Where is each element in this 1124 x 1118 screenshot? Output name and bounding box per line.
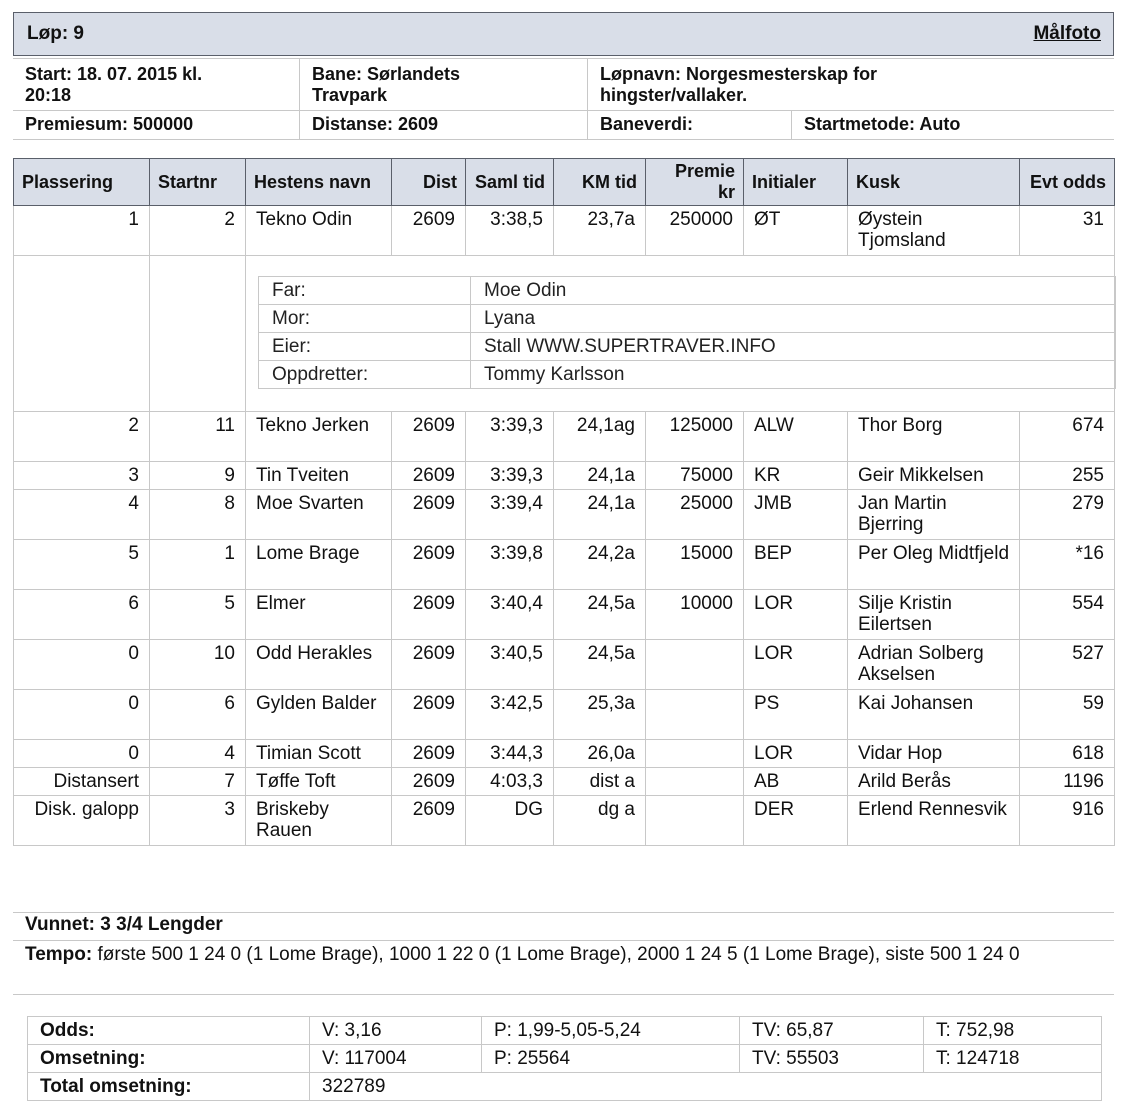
cell-km-time: 24,2a [554, 540, 646, 590]
cell-initials: ØT [744, 206, 848, 256]
odds-table [27, 1016, 1102, 1101]
cell-total-time: 3:40,4 [466, 590, 554, 640]
col-header-initialer: Initialer [744, 159, 848, 206]
cell-dist: 2609 [392, 768, 466, 796]
race-number: Løp: 9 [27, 23, 84, 44]
cell-initials: BEP [744, 540, 848, 590]
pedigree-label: Eier: [259, 333, 471, 361]
cell-start-number: 5 [150, 590, 246, 640]
cell-dist: 2609 [392, 796, 466, 846]
cell-place: 4 [14, 490, 150, 540]
cell-km-time: dist a [554, 768, 646, 796]
cell-start-number: 2 [150, 206, 246, 256]
col-header-startnr: Startnr [150, 159, 246, 206]
cell-start-number: 11 [150, 412, 246, 462]
cell-horse-name: Briskeby Rauen [246, 796, 392, 846]
cell-odds: 279 [1020, 490, 1115, 540]
table-row [14, 796, 1115, 846]
prize-sum: Premiesum: 500000 [25, 114, 194, 134]
cell-dist: 2609 [392, 540, 466, 590]
cell-driver: Silje Kristin Eilertsen [848, 590, 1020, 640]
start-time: Start: 18. 07. 2015 kl. 20:18 [25, 64, 203, 105]
cell-start-number: 10 [150, 640, 246, 690]
cell-km-time: 24,1ag [554, 412, 646, 462]
turnover-tv: TV: 55503 [740, 1045, 924, 1073]
cell-total-time: 3:39,3 [466, 462, 554, 490]
odds-label: Odds: [28, 1017, 310, 1045]
table-row [14, 490, 1115, 540]
tempo-values: første 500 1 24 0 (1 Lome Brage), 1000 1 22 0 (1 Lome Brage), 2000 1 24 5 (1 Lome Brage), siste 500 1 24 0 [92, 944, 1020, 965]
cell-dist: 2609 [392, 206, 466, 256]
cell-place: 0 [14, 690, 150, 740]
col-header-hestens-navn: Hestens navn [246, 159, 392, 206]
cell-horse-name: Lome Brage [246, 540, 392, 590]
cell-km-time: 24,5a [554, 590, 646, 640]
cell-prize [646, 796, 744, 846]
cell-place: 2 [14, 412, 150, 462]
total-turnover-row [28, 1073, 1102, 1101]
cell-km-time: dg a [554, 796, 646, 846]
odds-t: T: 752,98 [924, 1017, 1102, 1045]
cell-prize: 125000 [646, 412, 744, 462]
col-header-kusk: Kusk [848, 159, 1020, 206]
results-header-row [14, 159, 1115, 206]
cell-km-time: 24,1a [554, 462, 646, 490]
col-header-dist: Dist [392, 159, 466, 206]
cell-km-time: 23,7a [554, 206, 646, 256]
cell-place: 5 [14, 540, 150, 590]
tempo-text [13, 944, 1114, 966]
cell-total-time: 3:40,5 [466, 640, 554, 690]
cell-place: Distansert [14, 768, 150, 796]
pedigree-label: Mor: [259, 305, 471, 333]
pedigree-item [259, 333, 1116, 361]
cell-place: 6 [14, 590, 150, 640]
cell-km-time: 26,0a [554, 740, 646, 768]
cell-total-time: 3:38,5 [466, 206, 554, 256]
pedigree-item [259, 277, 1116, 305]
cell-prize [646, 740, 744, 768]
results-table [13, 158, 1115, 846]
turnover-t: T: 124718 [924, 1045, 1102, 1073]
cell-odds: 618 [1020, 740, 1115, 768]
pedigree-value: Tommy Karlsson [471, 361, 1116, 389]
cell-prize: 250000 [646, 206, 744, 256]
cell-start-number: 8 [150, 490, 246, 540]
race-name: Løpnavn: Norgesmesterskap for hingster/vallaker. [600, 64, 878, 105]
cell-place: 0 [14, 740, 150, 768]
turnover-row [28, 1045, 1102, 1073]
pedigree-value: Stall WWW.SUPERTRAVER.INFO [471, 333, 1116, 361]
cell-horse-name: Timian Scott [246, 740, 392, 768]
cell-driver: Erlend Rennesvik [848, 796, 1020, 846]
cell-odds: 1196 [1020, 768, 1115, 796]
pedigree-row [14, 256, 1115, 412]
cell-prize: 75000 [646, 462, 744, 490]
track-value: Baneverdi: [600, 114, 694, 134]
col-header-saml-tid: Saml tid [466, 159, 554, 206]
cell-total-time: 3:39,3 [466, 412, 554, 462]
cell-odds: 31 [1020, 206, 1115, 256]
cell-initials: LOR [744, 640, 848, 690]
cell-horse-name: Tøffe Toft [246, 768, 392, 796]
odds-v: V: 3,16 [310, 1017, 482, 1045]
cell-dist: 2609 [392, 462, 466, 490]
odds-tv: TV: 65,87 [740, 1017, 924, 1045]
table-row [14, 640, 1115, 690]
photo-finish-link[interactable]: Målfoto [1033, 23, 1101, 44]
cell-dist: 2609 [392, 690, 466, 740]
cell-start-number: 3 [150, 796, 246, 846]
cell-odds: 255 [1020, 462, 1115, 490]
tempo-label: Tempo: [25, 944, 93, 965]
table-row [14, 590, 1115, 640]
turnover-v: V: 117004 [310, 1045, 482, 1073]
odds-row [28, 1017, 1102, 1045]
track-name: Bane: Sørlandets Travpark [312, 64, 461, 105]
cell-driver: Arild Berås [848, 768, 1020, 796]
cell-start-number: 7 [150, 768, 246, 796]
cell-km-time: 25,3a [554, 690, 646, 740]
cell-total-time: 3:44,3 [466, 740, 554, 768]
turnover-label: Omsetning: [28, 1045, 310, 1073]
cell-km-time: 24,5a [554, 640, 646, 690]
cell-prize [646, 768, 744, 796]
cell-driver: Jan Martin Bjerring [848, 490, 1020, 540]
cell-start-number: 4 [150, 740, 246, 768]
turnover-p: P: 25564 [482, 1045, 740, 1073]
cell-prize [646, 640, 744, 690]
table-row [14, 412, 1115, 462]
cell-start-number: 6 [150, 690, 246, 740]
cell-horse-name: Elmer [246, 590, 392, 640]
cell-initials: PS [744, 690, 848, 740]
cell-total-time: 3:39,8 [466, 540, 554, 590]
cell-odds: 554 [1020, 590, 1115, 640]
cell-driver: Adrian Solberg Akselsen [848, 640, 1020, 690]
race-info-grid [13, 58, 1114, 140]
col-header-plassering: Plassering [14, 159, 150, 206]
col-header-km-tid: KM tid [554, 159, 646, 206]
cell-initials: KR [744, 462, 848, 490]
cell-horse-name: Moe Svarten [246, 490, 392, 540]
cell-driver: Geir Mikkelsen [848, 462, 1020, 490]
cell-driver: Øystein Tjomsland [848, 206, 1020, 256]
cell-dist: 2609 [392, 640, 466, 690]
cell-initials: DER [744, 796, 848, 846]
cell-initials: ALW [744, 412, 848, 462]
cell-place: 1 [14, 206, 150, 256]
race-header-bar [13, 12, 1114, 56]
won-by: Vunnet: 3 3/4 Lengder [25, 914, 223, 935]
cell-km-time: 24,1a [554, 490, 646, 540]
total-turnover-value: 322789 [310, 1073, 1102, 1101]
pedigree-item [259, 361, 1116, 389]
cell-initials: LOR [744, 740, 848, 768]
cell-place: 0 [14, 640, 150, 690]
cell-total-time: 4:03,3 [466, 768, 554, 796]
cell-driver: Vidar Hop [848, 740, 1020, 768]
cell-place: 3 [14, 462, 150, 490]
cell-horse-name: Gylden Balder [246, 690, 392, 740]
cell-dist: 2609 [392, 490, 466, 540]
cell-dist: 2609 [392, 740, 466, 768]
table-row [14, 690, 1115, 740]
cell-prize: 25000 [646, 490, 744, 540]
cell-driver: Per Oleg Midtfjeld [848, 540, 1020, 590]
pedigree-label: Far: [259, 277, 471, 305]
cell-horse-name: Tekno Odin [246, 206, 392, 256]
pedigree-cell [246, 256, 1115, 412]
cell-odds: *16 [1020, 540, 1115, 590]
cell-odds: 527 [1020, 640, 1115, 690]
pedigree-value: Moe Odin [471, 277, 1116, 305]
cell-dist: 2609 [392, 412, 466, 462]
pedigree-label: Oppdretter: [259, 361, 471, 389]
cell-dist: 2609 [392, 590, 466, 640]
cell-start-number: 1 [150, 540, 246, 590]
table-row [14, 206, 1115, 256]
table-row [14, 462, 1115, 490]
table-row [14, 768, 1115, 796]
cell-driver: Thor Borg [848, 412, 1020, 462]
odds-p: P: 1,99-5,05-5,24 [482, 1017, 740, 1045]
cell-odds: 916 [1020, 796, 1115, 846]
cell-total-time: 3:39,4 [466, 490, 554, 540]
cell-start-number: 9 [150, 462, 246, 490]
cell-horse-name: Odd Herakles [246, 640, 392, 690]
start-method: Startmetode: Auto [804, 114, 961, 134]
pedigree-value: Lyana [471, 305, 1116, 333]
cell-driver: Kai Johansen [848, 690, 1020, 740]
cell-odds: 674 [1020, 412, 1115, 462]
cell-initials: LOR [744, 590, 848, 640]
cell-initials: AB [744, 768, 848, 796]
table-row [14, 740, 1115, 768]
cell-odds: 59 [1020, 690, 1115, 740]
cell-horse-name: Tin Tveiten [246, 462, 392, 490]
cell-total-time: 3:42,5 [466, 690, 554, 740]
col-header-premie: Premie kr [646, 159, 744, 206]
pedigree-table [258, 276, 1116, 389]
cell-place: Disk. galopp [14, 796, 150, 846]
cell-prize: 10000 [646, 590, 744, 640]
cell-prize: 15000 [646, 540, 744, 590]
cell-total-time: DG [466, 796, 554, 846]
cell-prize [646, 690, 744, 740]
cell-horse-name: Tekno Jerken [246, 412, 392, 462]
pedigree-item [259, 305, 1116, 333]
distance: Distanse: 2609 [312, 114, 439, 134]
col-header-evt-odds: Evt odds [1020, 159, 1115, 206]
cell-initials: JMB [744, 490, 848, 540]
total-turnover-label: Total omsetning: [28, 1073, 310, 1101]
table-row [14, 540, 1115, 590]
